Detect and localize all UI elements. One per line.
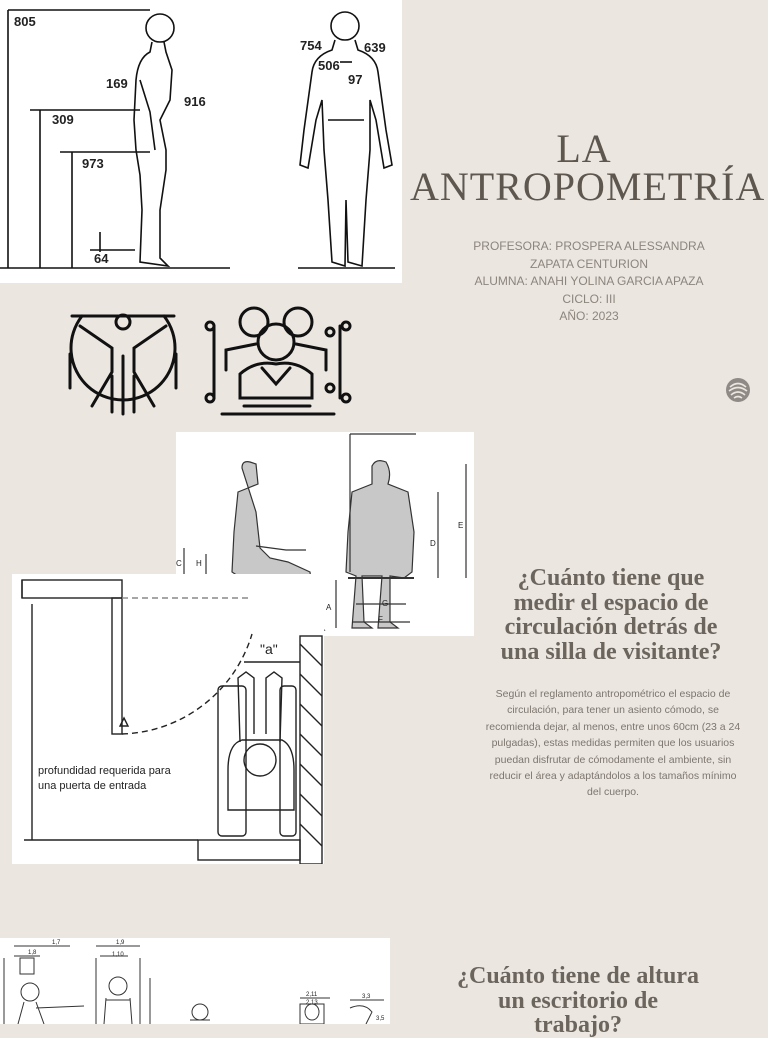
dim-label: H xyxy=(196,559,202,568)
dim-label: 64 xyxy=(94,251,109,266)
dim-label: 1,10 xyxy=(112,952,124,958)
dim-label: 2,11 xyxy=(306,992,318,998)
figure-desk-measurements xyxy=(0,938,390,1024)
dim-label: 309 xyxy=(52,112,74,127)
clearance-label: "a" xyxy=(260,641,278,657)
dim-label: 754 xyxy=(300,38,322,53)
dim-label: E xyxy=(458,521,464,530)
figure-wheelchair-door xyxy=(12,574,324,864)
dim-label: A xyxy=(326,603,332,612)
caption-line: una puerta de entrada xyxy=(38,780,147,792)
dim-label: 805 xyxy=(14,14,36,29)
dim-label: 1,9 xyxy=(116,940,125,946)
dim-label: C xyxy=(176,559,182,568)
figure-standing-measurements xyxy=(0,0,402,283)
question-heading-2 xyxy=(428,964,728,1038)
dim-label: 973 xyxy=(82,156,104,171)
credit-line: ALUMNA: ANAHI YOLINA GARCIA APAZA xyxy=(474,274,704,288)
title-line: LA xyxy=(556,126,612,171)
dim-label: 3,3 xyxy=(362,994,371,1000)
question-line: circulación detrás de xyxy=(504,614,718,640)
question-heading xyxy=(476,566,746,664)
dim-label: F xyxy=(378,615,383,624)
question-line: trabajo? xyxy=(534,1012,622,1038)
question-line: ¿Cuánto tiene de altura xyxy=(457,963,699,989)
credit-line: PROFESORA: PROSPERA ALESSANDRA xyxy=(473,239,705,253)
credit-line: ZAPATA CENTURION xyxy=(529,256,648,271)
question-line: un escritorio de xyxy=(498,987,658,1014)
dim-label: 639 xyxy=(364,40,386,55)
figure-caption xyxy=(38,764,171,794)
team-people-icon xyxy=(200,304,356,421)
question-line: una silla de visitante? xyxy=(500,638,722,665)
credits-block xyxy=(432,238,746,326)
dim-label: 1,8 xyxy=(28,950,37,956)
dim-label: G xyxy=(382,599,389,608)
credit-line: AÑO: 2023 xyxy=(559,309,619,323)
dim-label: 916 xyxy=(184,94,206,109)
vitruvian-circle-icon xyxy=(62,296,184,421)
caption-line: profundidad requerida para xyxy=(38,765,171,777)
dim-label: 1,7 xyxy=(52,940,61,946)
explanation-paragraph: Según el reglamento antropométrico el espacio de circulación, para tener un asiento cómodo, se recomienda dejar, al menos, entre unos 60cm (23 a 24 pulgadas), estas medidas permiten que los usuarios puedan disfrutar de cómodamente el ambiente, sin reducir el área y adaptándolos a los tamaños mínimo del cuerpo. xyxy=(485,688,741,799)
dim-label: 506 xyxy=(318,58,340,73)
dim-label: 97 xyxy=(348,72,363,87)
dim-label: 169 xyxy=(106,76,128,91)
dim-label: D xyxy=(430,539,436,548)
credit-line: CICLO: III xyxy=(562,291,616,306)
dim-label: 2,13 xyxy=(306,1000,318,1006)
question-line: medir el espacio de xyxy=(513,589,709,616)
question-line: ¿Cuánto tiene que xyxy=(517,565,705,591)
page-title xyxy=(410,126,766,209)
dim-label: 3,5 xyxy=(376,1016,385,1022)
title-line: ANTROPOMETRÍA xyxy=(410,164,766,209)
stacked-circles-icon xyxy=(724,376,752,409)
